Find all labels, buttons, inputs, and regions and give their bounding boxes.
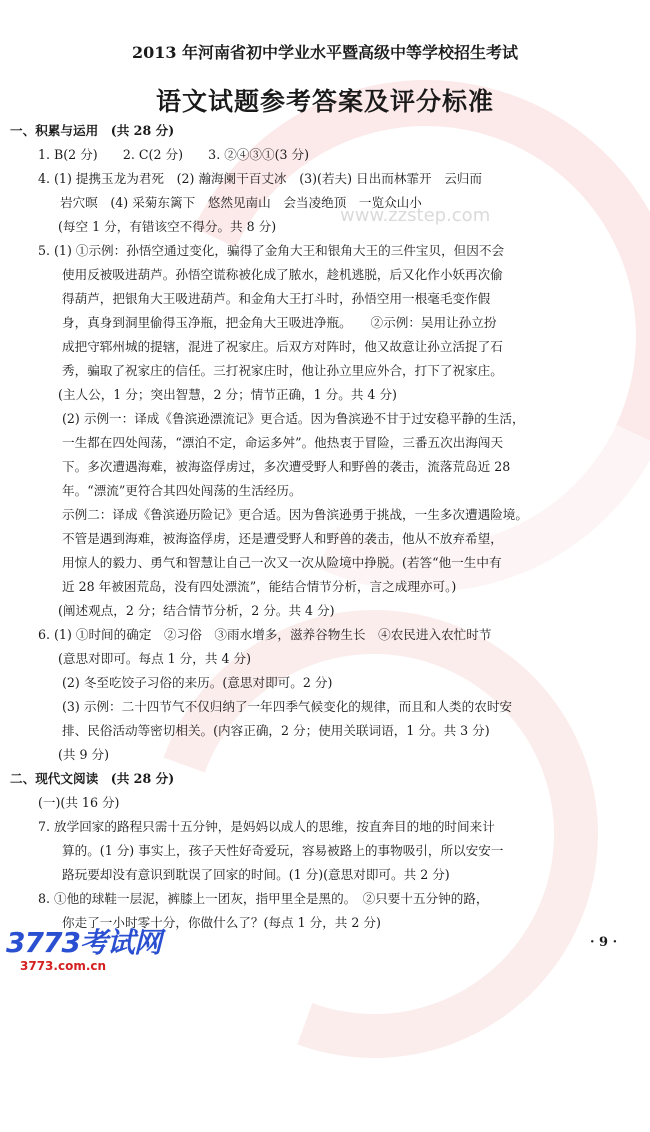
answer-line: 成把守郓州城的提辖，混进了祝家庄。后双方对阵时，他又故意让孙立活捉了石 — [62, 339, 503, 354]
answer-line: 排、民俗活动等密切相关。(内容正确，2 分；使用关联词语，1 分。共 3 分) — [62, 723, 490, 738]
answer-line: 5. (1) ①示例：孙悟空通过变化，骗得了金角大王和银角大王的三件宝贝，但因不会 — [38, 243, 505, 258]
subsection-heading: (一)(共 16 分) — [38, 795, 120, 810]
watermark-url: www.zzstep.com — [340, 205, 491, 226]
page-number: · 9 · — [590, 935, 618, 950]
answer-line: 示例二：译成《鲁滨逊历险记》更合适。因为鲁滨逊勇于挑战，一生多次遭遇险境。 — [62, 507, 528, 522]
answer-line: 近 28 年被困荒岛，没有四处漂流”，能结合情节分析，言之成理亦可。) — [62, 579, 457, 594]
answer-line: 你走了一小时零十分，你做什么了？(每点 1 分，共 2 分) — [62, 915, 381, 930]
answer-line: 身，真身到洞里偷得玉净瓶，把金角大王吸进净瓶。 ②示例：吴用让孙立扮 — [62, 315, 497, 330]
answer-line: (意思对即可。每点 1 分，共 4 分) — [58, 651, 251, 666]
answer-line: 用惊人的毅力、勇气和智慧让自己一次又一次从险境中挣脱。(若答“他一生中有 — [62, 555, 502, 570]
answer-line: 8. ①他的球鞋一层泥，裤膝上一团灰，指甲里全是黑的。 ②只要十五分钟的路， — [38, 891, 489, 906]
exam-title: 2013 年河南省初中学业水平暨高级中等学校招生考试 — [131, 43, 519, 62]
logo-name: 3773考试网 — [6, 926, 161, 959]
answer-line: (共 9 分) — [58, 747, 110, 762]
answer-line: 得葫芦，把银角大王吸进葫芦。和金角大王打斗时，孙悟空用一根毫毛变作假 — [62, 291, 491, 306]
answer-line: 1. B(2 分) 2. C(2 分) 3. ②④③①(3 分) — [38, 147, 310, 162]
section-heading: 二、现代文阅读 (共 28 分) — [10, 771, 175, 786]
answer-line: (2) 冬至吃饺子习俗的来历。(意思对即可。2 分) — [62, 675, 333, 690]
section-heading: 一、积累与运用 (共 28 分) — [10, 123, 175, 138]
document-title: 语文试题参考答案及评分标准 — [155, 87, 494, 116]
logo-url: 3773.com.cn — [20, 959, 107, 973]
answer-line: 下。多次遭遇海难，被海盗俘虏过，多次遭受野人和野兽的袭击，流落荒岛近 28 — [62, 459, 511, 474]
answer-line: 6. (1) ①时间的确定 ②习俗 ③雨水增多，滋养谷物生长 ④农民进入农忙时节 — [38, 627, 492, 642]
answer-line: 路玩要却没有意识到耽误了回家的时间。(1 分)(意思对即可。共 2 分) — [62, 867, 450, 882]
answer-line: (主人公，1 分；突出智慧，2 分；情节正确，1 分。共 4 分) — [58, 387, 397, 402]
answer-line: 年。“漂流”更符合其四处闯荡的生活经历。 — [62, 483, 302, 498]
answer-line: 算的。(1 分) 事实上，孩子天性好奇爱玩，容易被路上的事物吸引，所以安安一 — [62, 843, 504, 858]
answer-line: 4. (1) 提携玉龙为君死 (2) 瀚海阑干百丈冰 (3)(若夫) 日出而林霏开 云归而 — [38, 171, 482, 186]
site-logo[interactable] — [6, 921, 161, 973]
answer-line: (2) 示例一：译成《鲁滨逊漂流记》更合适。因为鲁滨逊不甘于过安稳平静的生活， — [62, 411, 525, 426]
answer-line: (3) 示例：二十四节气不仅归纳了一年四季气候变化的规律，而且和人类的农时安 — [62, 699, 513, 714]
answer-line: 秀，骗取了祝家庄的信任。三打祝家庄时，他让孙立里应外合，打下了祝家庄。 — [62, 363, 503, 378]
answer-line: 岩穴暝 (4) 采菊东篱下 悠然见南山 会当凌绝顶 一览众山小 — [60, 195, 422, 210]
answer-line: (阐述观点，2 分；结合情节分析，2 分。共 4 分) — [58, 603, 335, 618]
answer-line: 一生都在四处闯荡，“漂泊不定，命运多舛”。他热衷于冒险，三番五次出海闯天 — [62, 435, 504, 450]
answer-line: 7. 放学回家的路程只需十五分钟，是妈妈以成人的思维，按直奔目的地的时间来计 — [38, 819, 495, 834]
answer-line: (每空 1 分，有错该空不得分。共 8 分) — [58, 219, 277, 234]
answer-line: 使用反被吸进葫芦。孙悟空谎称被化成了脓水，趁机逃脱，后又化作小妖再次偷 — [62, 267, 503, 282]
answer-line: 不管是遇到海难，被海盗俘虏，还是遭受野人和野兽的袭击，他从不放弃希望， — [62, 531, 503, 546]
